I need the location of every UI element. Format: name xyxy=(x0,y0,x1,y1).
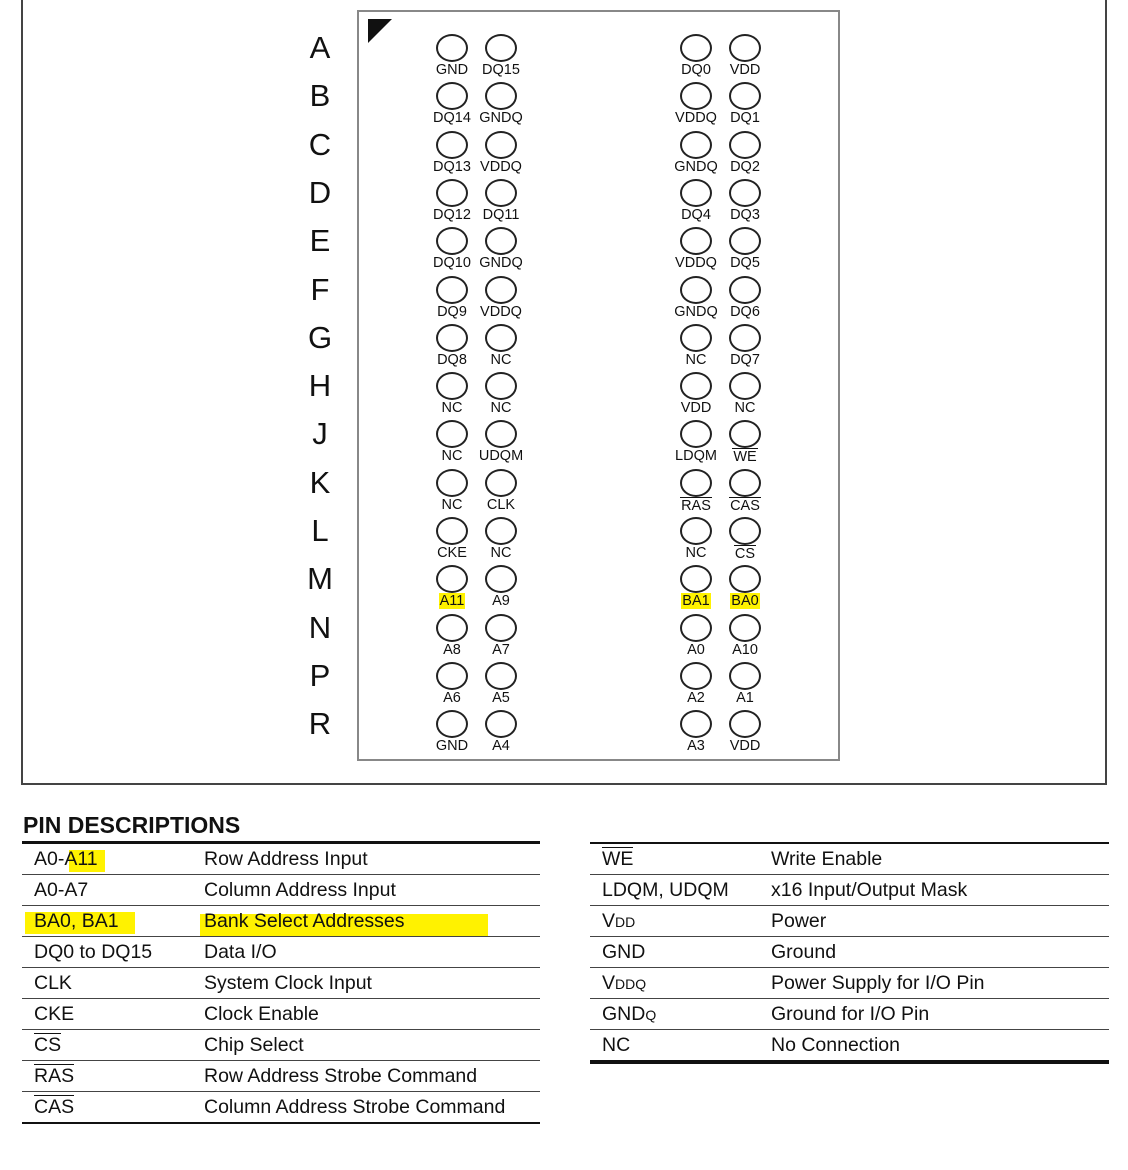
ball-r2 xyxy=(485,710,517,738)
ball-c3 xyxy=(680,131,712,159)
ball-g3 xyxy=(680,324,712,352)
pin-name: A0-A7 xyxy=(22,875,192,906)
pin-label: NC xyxy=(441,448,463,465)
ball-l2 xyxy=(485,517,517,545)
pin-label: DQ5 xyxy=(730,255,760,272)
ball-e2 xyxy=(485,227,517,255)
pin-description: Ground for I/O Pin xyxy=(759,999,1109,1030)
pin-name: CS xyxy=(22,1030,192,1061)
pin-label: A5 xyxy=(492,689,510,706)
ball-a2 xyxy=(485,34,517,62)
ball-p4 xyxy=(729,662,761,690)
pin-label: A3 xyxy=(687,738,705,755)
pin-name: LDQM, UDQM xyxy=(590,875,759,906)
ball-n1 xyxy=(436,614,468,642)
table-row xyxy=(590,999,1109,1030)
pin-label: A10 xyxy=(732,641,758,658)
pin-name: A0-A11 xyxy=(22,843,192,875)
pin-description: Clock Enable xyxy=(192,999,540,1030)
pin-label: DQ12 xyxy=(433,206,471,223)
ball-g4 xyxy=(729,324,761,352)
ball-k4 xyxy=(729,469,761,497)
ball-n4 xyxy=(729,614,761,642)
pin-label: RAS xyxy=(681,497,711,514)
pin-label: VDD xyxy=(729,738,761,755)
pin-name: VDD xyxy=(590,906,759,937)
ball-p1 xyxy=(436,662,468,690)
table-row xyxy=(22,999,540,1030)
pin-table-left xyxy=(22,841,540,1124)
pin-label: CKE xyxy=(437,545,467,561)
ball-k1 xyxy=(436,469,468,497)
table-row xyxy=(590,968,1109,999)
pin-description: Power xyxy=(759,906,1109,937)
pin-label: DQ3 xyxy=(730,206,760,223)
pin-name: RAS xyxy=(22,1061,192,1092)
pin-label: BA0 xyxy=(731,593,759,610)
pin-label: A6 xyxy=(443,689,461,706)
ball-l1 xyxy=(436,517,468,545)
pin-label: DQ7 xyxy=(730,351,760,368)
table-row xyxy=(22,875,540,906)
ball-e3 xyxy=(680,227,712,255)
pin-label: DQ0 xyxy=(681,62,711,78)
pin-label: A7 xyxy=(492,641,510,658)
pin-table-right xyxy=(590,842,1109,1064)
row-label-l: L xyxy=(311,513,329,548)
table-row xyxy=(22,843,540,875)
ball-g2 xyxy=(485,324,517,352)
pin-description: Power Supply for I/O Pin xyxy=(759,968,1109,999)
pin-label: NC xyxy=(441,496,463,513)
pin-description: Bank Select Addresses xyxy=(192,906,540,937)
pin-label: VDDQ xyxy=(480,303,522,320)
pin-label: VDDQ xyxy=(675,110,717,127)
pin-label: GNDQ xyxy=(674,158,718,175)
ball-c2 xyxy=(485,131,517,159)
pin-description: No Connection xyxy=(759,1030,1109,1063)
pin-name: CKE xyxy=(22,999,192,1030)
pin-description: Ground xyxy=(759,937,1109,968)
pin-label: DQ13 xyxy=(433,158,471,175)
row-label-p: P xyxy=(309,657,331,693)
ball-p2 xyxy=(485,662,517,690)
table-row xyxy=(590,843,1109,875)
pin-name: DQ0 to DQ15 xyxy=(22,937,192,968)
pin-label: UDQM xyxy=(478,448,524,465)
pin-label: WE xyxy=(733,449,757,466)
ball-n2 xyxy=(485,614,517,642)
pin-label: NC xyxy=(734,400,756,417)
pin-name: GND xyxy=(590,937,759,968)
table-row xyxy=(22,1030,540,1061)
pin-description: Column Address Input xyxy=(192,875,540,906)
pin-label: DQ9 xyxy=(437,303,467,320)
ball-d4 xyxy=(729,179,761,207)
pin-label: LDQM xyxy=(675,448,717,465)
ball-h3 xyxy=(680,372,712,400)
pin-label: NC xyxy=(490,545,512,561)
pin-label: GNDQ xyxy=(674,303,718,320)
row-label-g: G xyxy=(307,319,333,355)
pin-name: VDDQ xyxy=(590,968,759,999)
table-row xyxy=(22,906,540,937)
ball-l3 xyxy=(680,517,712,545)
pin-label: NC xyxy=(441,400,463,417)
ball-n3 xyxy=(680,614,712,642)
pin-name: NC xyxy=(590,1030,759,1063)
ball-f3 xyxy=(680,276,712,304)
pin-label: GNDQ xyxy=(479,255,523,272)
row-label-a: A xyxy=(309,30,331,65)
pin-label: NC xyxy=(685,351,707,368)
pin-descriptions-title: PIN DESCRIPTIONS xyxy=(23,812,241,838)
row-label-b: B xyxy=(309,78,331,114)
pin-label: A9 xyxy=(492,593,510,610)
pin-label: BA1 xyxy=(682,593,710,610)
pin-label: VDDQ xyxy=(675,255,717,272)
ball-d3 xyxy=(680,179,712,207)
table-row xyxy=(590,875,1109,906)
row-label-f: F xyxy=(310,271,330,307)
pin-label: DQ2 xyxy=(730,158,760,175)
pin-label: A4 xyxy=(492,738,510,755)
ball-g1 xyxy=(436,324,468,352)
ball-a4 xyxy=(729,34,761,62)
row-label-k: K xyxy=(309,464,331,500)
ball-h4 xyxy=(729,372,761,400)
pin-label: DQ8 xyxy=(437,351,467,368)
pin-label: NC xyxy=(490,400,512,417)
pin-label: DQ14 xyxy=(433,110,471,127)
table-row xyxy=(590,906,1109,937)
pin-description: Chip Select xyxy=(192,1030,540,1061)
pin-label: CAS xyxy=(730,497,760,514)
pin-label: VDD xyxy=(680,400,712,417)
pin-label: DQ10 xyxy=(433,255,471,272)
pin-label: DQ15 xyxy=(482,62,520,78)
ball-a1 xyxy=(436,34,468,62)
row-label-j: J xyxy=(312,416,328,452)
ball-f1 xyxy=(436,276,468,304)
pin-label: A1 xyxy=(736,689,754,706)
pin-name: CAS xyxy=(22,1092,192,1124)
ball-p3 xyxy=(680,662,712,690)
ball-c4 xyxy=(729,131,761,159)
table-row xyxy=(590,937,1109,968)
pin-label: DQ4 xyxy=(681,206,711,223)
pin-description: System Clock Input xyxy=(192,968,540,999)
pin-label: GNDQ xyxy=(479,110,523,127)
pin1-marker-icon xyxy=(368,19,392,43)
ball-a3 xyxy=(680,34,712,62)
table-row xyxy=(22,937,540,968)
table-row xyxy=(22,1061,540,1092)
pin-label: NC xyxy=(490,351,512,368)
table-row xyxy=(590,1030,1109,1063)
table-row xyxy=(22,1092,540,1124)
row-label-r: R xyxy=(308,706,332,742)
pin-label: CS xyxy=(734,546,756,562)
pin-label: GND xyxy=(435,738,469,755)
ball-r4 xyxy=(729,710,761,738)
ball-k3 xyxy=(680,469,712,497)
pin-name: CLK xyxy=(22,968,192,999)
row-label-h: H xyxy=(308,368,332,404)
pin-description: x16 Input/Output Mask xyxy=(759,875,1109,906)
ball-l4 xyxy=(729,517,761,545)
row-label-d: D xyxy=(308,174,332,210)
ball-k2 xyxy=(485,469,517,497)
pin-label: A11 xyxy=(439,593,465,610)
ball-r1 xyxy=(436,710,468,738)
pin-description: Data I/O xyxy=(192,937,540,968)
ball-e1 xyxy=(436,227,468,255)
pin-label: VDD xyxy=(729,62,761,78)
ball-f4 xyxy=(729,276,761,304)
pin-label: A2 xyxy=(687,689,705,706)
row-label-m: M xyxy=(307,561,333,597)
pin-label: CLK xyxy=(486,496,516,513)
ball-h2 xyxy=(485,372,517,400)
pin-label: DQ1 xyxy=(730,110,760,127)
row-label-e: E xyxy=(309,223,331,259)
pin-label: DQ6 xyxy=(730,303,760,320)
ball-c1 xyxy=(436,131,468,159)
pin-description: Write Enable xyxy=(759,843,1109,875)
ball-f2 xyxy=(485,276,517,304)
table-row xyxy=(22,968,540,999)
pin-label: GND xyxy=(435,62,469,78)
pin-label: DQ11 xyxy=(482,206,520,223)
pin-description: Column Address Strobe Command xyxy=(192,1092,540,1124)
ball-e4 xyxy=(729,227,761,255)
pin-name: WE xyxy=(590,843,759,875)
pin-name: GNDQ xyxy=(590,999,759,1030)
pin-label: A0 xyxy=(687,641,705,658)
pin-name: BA0, BA1 xyxy=(22,906,192,937)
ball-d2 xyxy=(485,179,517,207)
ball-r3 xyxy=(680,710,712,738)
row-label-n: N xyxy=(308,609,332,645)
pin-label: A8 xyxy=(443,641,461,658)
pin-label: NC xyxy=(685,545,707,561)
ball-h1 xyxy=(436,372,468,400)
pin-description: Row Address Strobe Command xyxy=(192,1061,540,1092)
pin-label: VDDQ xyxy=(480,158,522,175)
row-label-c: C xyxy=(308,126,332,162)
pin-description: Row Address Input xyxy=(192,843,540,875)
ball-d1 xyxy=(436,179,468,207)
